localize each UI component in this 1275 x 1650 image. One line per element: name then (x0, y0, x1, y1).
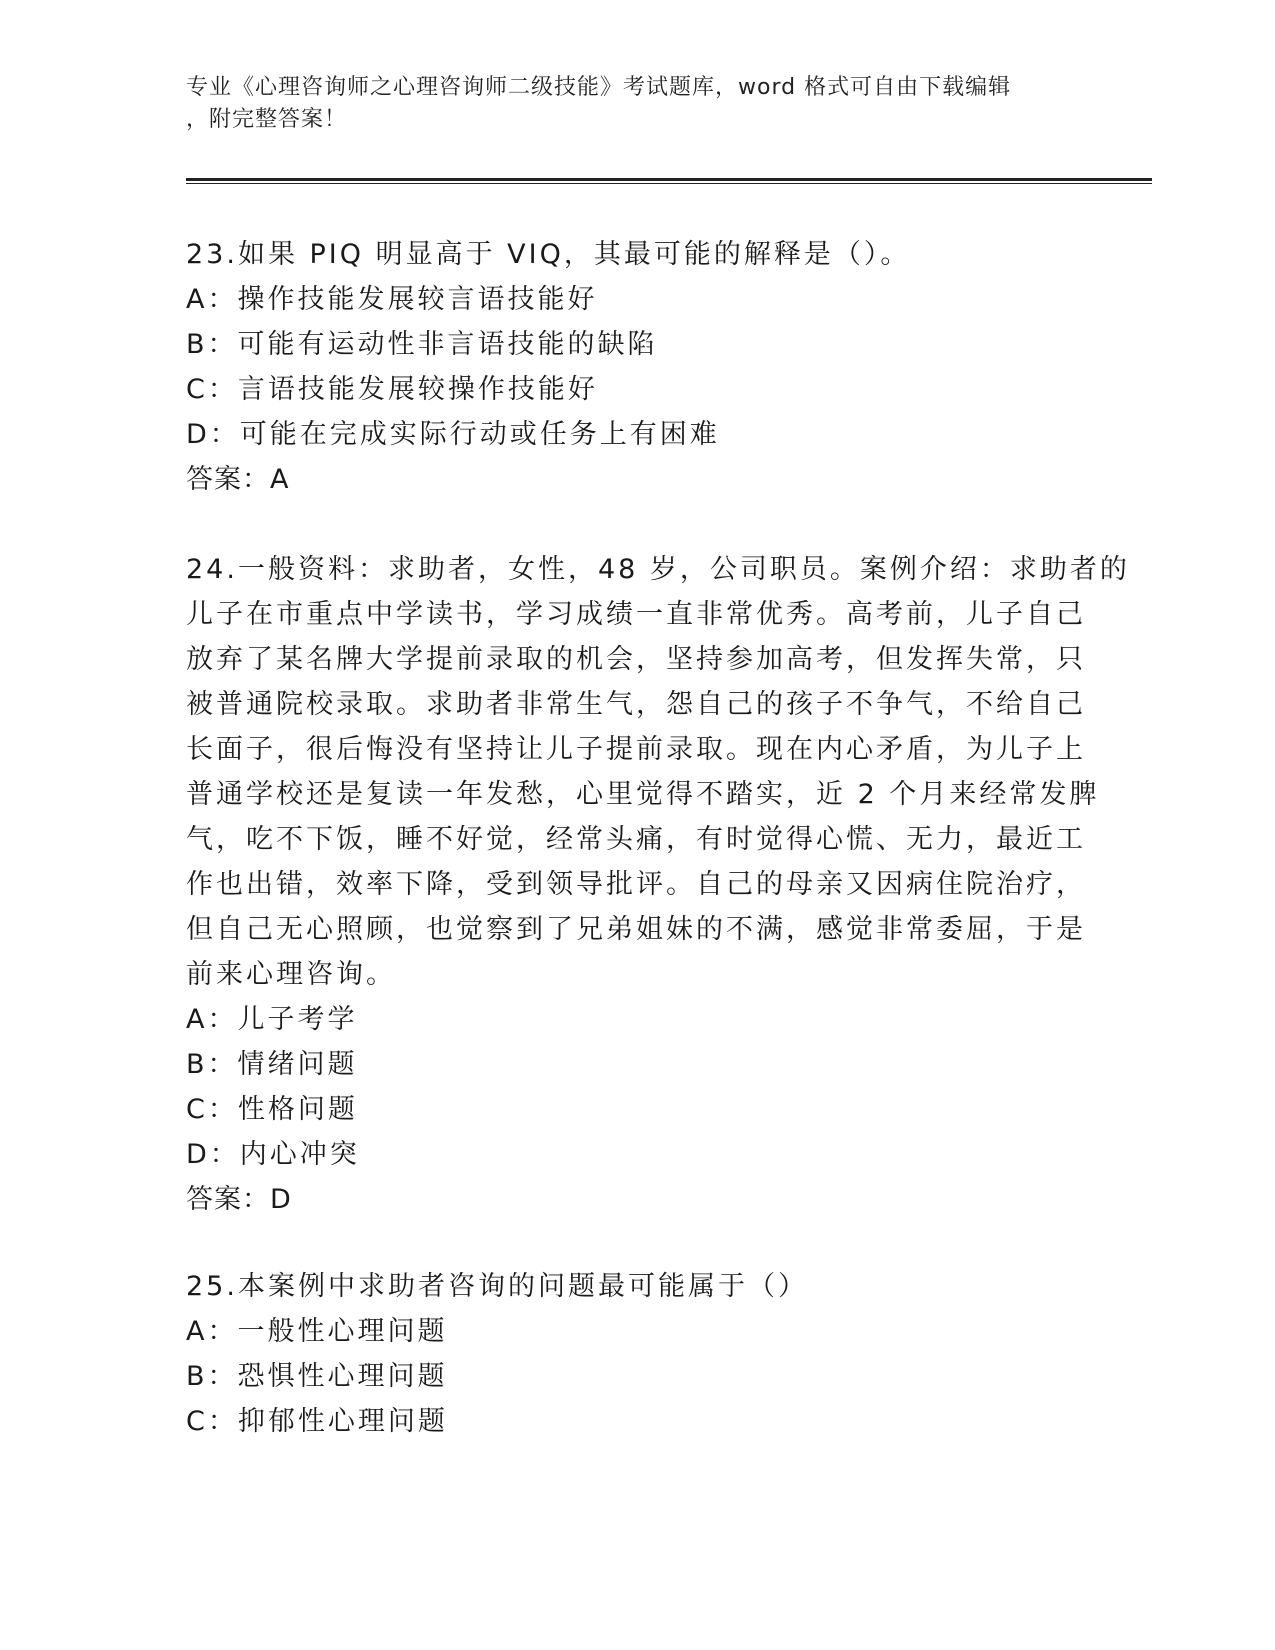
option-a: A：一般性心理问题 (186, 1316, 448, 1347)
question-stem: 23.如果 PIQ 明显高于 VIQ，其最可能的解释是（）。 (186, 239, 911, 270)
option-d: D：内心冲突 (186, 1139, 360, 1170)
spacer (186, 1222, 1086, 1264)
option-b: B：情绪问题 (186, 1049, 358, 1080)
header-rule-thick (186, 178, 1152, 181)
option-c: C：言语技能发展较操作技能好 (186, 374, 598, 405)
answer: 答案：A (186, 464, 290, 495)
answer: 答案：D (186, 1184, 292, 1215)
question-stem-line: 气，吃不下饭，睡不好觉，经常头痛，有时觉得心慌、无力，最近工 (186, 824, 1086, 855)
question-stem-line: 被普通院校录取。求助者非常生气，怨自己的孩子不争气，不给自己 (186, 689, 1086, 720)
document-header (186, 72, 1076, 136)
header-rule-thin (186, 183, 1152, 184)
option-c: C：性格问题 (186, 1094, 358, 1125)
header-line-2: ，附完整答案！ (186, 107, 348, 132)
option-b: B：可能有运动性非言语技能的缺陷 (186, 329, 658, 360)
question-stem-line: 儿子在市重点中学读书，学习成绩一直非常优秀。高考前，儿子自己 (186, 599, 1086, 630)
option-a: A：操作技能发展较言语技能好 (186, 284, 598, 315)
question-stem: 25.本案例中求助者咨询的问题最可能属于（） (186, 1271, 808, 1302)
question-stem-line: 放弃了某名牌大学提前录取的机会，坚持参加高考，但发挥失常，只 (186, 644, 1086, 675)
header-line-1: 专业《心理咨询师之心理咨询师二级技能》考试题库，word 格式可自由下载编辑 (186, 75, 1012, 100)
spacer (186, 502, 1086, 547)
question-25 (186, 1264, 1086, 1444)
question-stem-line: 但自己无心照顾，也觉察到了兄弟姐妹的不满，感觉非常委屈，于是 (186, 914, 1086, 945)
option-b: B：恐惧性心理问题 (186, 1361, 448, 1392)
question-list (186, 232, 1130, 1444)
question-23 (186, 232, 1086, 502)
option-d: D：可能在完成实际行动或任务上有困难 (186, 419, 720, 450)
question-stem-line: 作也出错，效率下降，受到领导批评。自己的母亲又因病住院治疗， (186, 869, 1086, 900)
question-stem-line: 长面子，很后悔没有坚持让儿子提前录取。现在内心矛盾，为儿子上 (186, 734, 1086, 765)
question-stem-line: 前来心理咨询。 (186, 959, 396, 990)
question-24 (186, 547, 1130, 1222)
question-stem-line: 普通学校还是复读一年发愁，心里觉得不踏实，近 2 个月来经常发脾 (186, 779, 1100, 810)
option-a: A：儿子考学 (186, 1004, 358, 1035)
option-c: C：抑郁性心理问题 (186, 1406, 448, 1437)
question-stem-line: 24.一般资料：求助者，女性，48 岁，公司职员。案例介绍：求助者的 (186, 554, 1130, 585)
